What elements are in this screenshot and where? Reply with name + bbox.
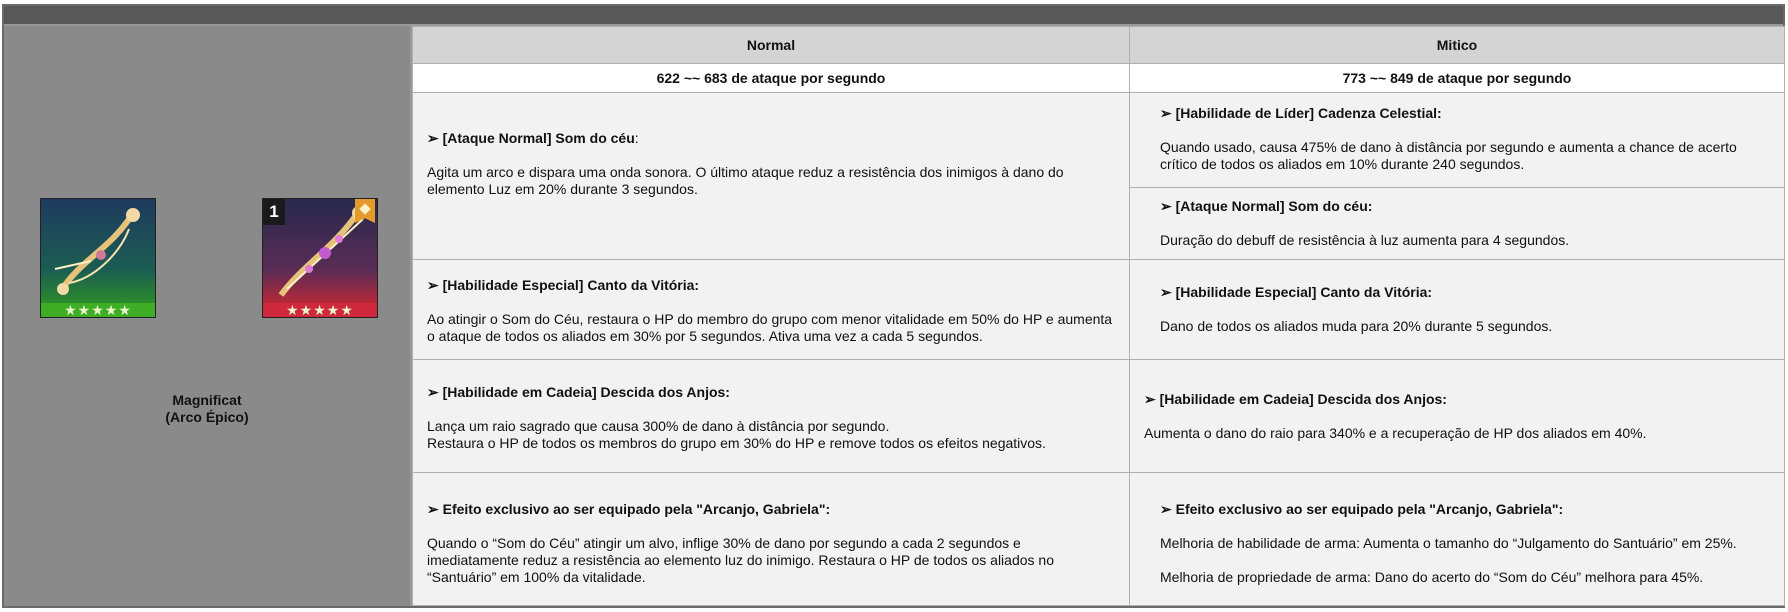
skill-description: Ao atingir o Som do Céu, restaura o HP do membro do grupo com menor vitalidade em 50% do HP e aumenta o ataque de todos os aliados em 30% por 5 segundos. Ativa uma vez a cada 5 segundos. xyxy=(427,311,1113,344)
arrow-icon: ➢ xyxy=(1160,105,1172,121)
column-header-mythic: Mitico xyxy=(1129,26,1785,64)
skill-description: Lança um raio sagrado que causa 300% de dano à distância por segundo. xyxy=(427,418,890,434)
normal-skill-normal-attack: ➢ [Ataque Normal] Som do céu: Agita um arco e dispara uma onda sonora. O último ataque reduz a resistência dos inimigos à dano do elemento Luz em 20% durante 3 segundos. xyxy=(412,92,1130,260)
mythic-exclusive-effect xyxy=(1129,472,1785,606)
table-top-bar xyxy=(4,6,1783,26)
weapon-type: (Arco Épico) xyxy=(165,409,249,425)
refine-level-badge: 1 xyxy=(263,199,285,225)
rarity-stars: ★★★★★ xyxy=(263,303,377,317)
attack-normal: 622 ~~ 683 de ataque por segundo xyxy=(412,63,1130,93)
skill-title: [Habilidade de Líder] Cadenza Celestial: xyxy=(1175,105,1442,121)
arrow-icon: ➢ xyxy=(427,501,439,517)
skill-description: Quando usado, causa 475% de dano à distância por segundo e aumenta a chance de acerto crítico de todos os aliados em 10% durante 240 segundos. xyxy=(1160,139,1737,172)
weapon-table xyxy=(2,4,1785,608)
weapon-name-label xyxy=(4,392,410,426)
mythic-skill-special xyxy=(1129,259,1785,360)
normal-skill-special xyxy=(412,259,1130,360)
normal-exclusive-effect xyxy=(412,472,1130,606)
arrow-icon: ➢ xyxy=(427,130,439,146)
skill-title: [Ataque Normal] Som do céu xyxy=(442,130,635,146)
arrow-icon: ➢ xyxy=(427,277,439,293)
skill-description: Melhoria de propriedade de arma: Dano do acerto do “Som do Céu” melhora para 45%. xyxy=(1160,569,1704,585)
skill-title: [Habilidade Especial] Canto da Vitória: xyxy=(1175,284,1433,300)
arrow-icon: ➢ xyxy=(1144,391,1156,407)
arrow-icon: ➢ xyxy=(427,384,439,400)
normal-skill-chain xyxy=(412,359,1130,473)
skill-title: [Habilidade Especial] Canto da Vitória: xyxy=(442,277,700,293)
skill-description: Agita um arco e dispara uma onda sonora. O último ataque reduz a resistência dos inimigos à dano do elemento Luz em 20% durante 3 segundos. xyxy=(427,164,1064,197)
attack-mythic: 773 ~~ 849 de ataque por segundo xyxy=(1129,63,1785,93)
weapon-icon-mythic xyxy=(262,198,378,318)
mythic-skill-normal-attack xyxy=(1129,187,1785,260)
skill-title: [Habilidade em Cadeia] Descida dos Anjos: xyxy=(1159,391,1447,407)
mythic-skill-chain xyxy=(1129,359,1785,473)
column-header-normal: Normal xyxy=(412,26,1130,64)
weapon-info-pane xyxy=(4,26,412,606)
skill-title: [Habilidade em Cadeia] Descida dos Anjos: xyxy=(442,384,730,400)
skill-description: Dano de todos os aliados muda para 20% durante 5 segundos. xyxy=(1160,318,1553,334)
rarity-stars: ★★★★★ xyxy=(41,303,155,317)
bow-icon xyxy=(41,199,156,305)
skill-description: Melhoria de habilidade de arma: Aumenta o tamanho do “Julgamento do Santuário” em 25%. xyxy=(1160,535,1737,551)
weapon-icon-normal xyxy=(40,198,156,318)
weapon-name: Magnificat xyxy=(172,392,242,408)
arrow-icon: ➢ xyxy=(1160,198,1172,214)
arrow-icon: ➢ xyxy=(1160,284,1172,300)
skill-description: Quando o “Som do Céu” atingir um alvo, inflige 30% de dano por segundo a cada 2 segundos e imediatamente reduz a resistência ao elemento luz do inimigo. Restaura o HP de todos os aliados no “Santuário” em 100% da vitalidade. xyxy=(427,535,1054,585)
skill-title: [Ataque Normal] Som do céu: xyxy=(1175,198,1373,214)
skill-title: Efeito exclusivo ao ser equipado pela "Arcanjo, Gabriela": xyxy=(1175,501,1564,517)
skill-title: Efeito exclusivo ao ser equipado pela "Arcanjo, Gabriela": xyxy=(442,501,831,517)
skill-description: Aumenta o dano do raio para 340% e a recuperação de HP dos aliados em 40%. xyxy=(1144,425,1647,441)
skill-description: Duração do debuff de resistência à luz aumenta para 4 segundos. xyxy=(1160,232,1570,248)
skill-description: Restaura o HP de todos os membros do grupo em 30% do HP e remove todos os efeitos negativos. xyxy=(427,435,1046,451)
arrow-icon: ➢ xyxy=(1160,501,1172,517)
mythic-skill-leader xyxy=(1129,92,1785,188)
